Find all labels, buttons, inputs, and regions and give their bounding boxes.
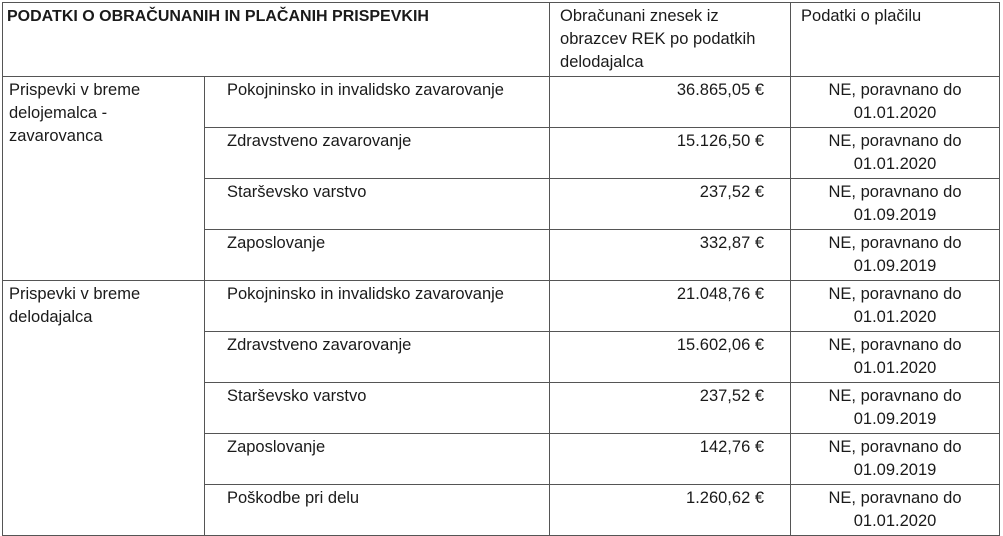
contribution-type: Zaposlovanje (205, 434, 550, 485)
contribution-amount: 237,52 € (550, 383, 791, 434)
contribution-amount: 1.260,62 € (550, 485, 791, 536)
contribution-type: Pokojninsko in invalidsko zavarovanje (205, 77, 550, 128)
contribution-type: Zdravstveno zavarovanje (205, 332, 550, 383)
contribution-type: Starševsko varstvo (205, 179, 550, 230)
table-title: PODATKI O OBRAČUNANIH IN PLAČANIH PRISPEVKIH (3, 3, 550, 77)
amount-column-header: Obračunani znesek iz obrazcev REK po podatkih delodajalca (550, 3, 791, 77)
contribution-type: Poškodbe pri delu (205, 485, 550, 536)
payment-status: NE, poravnano do 01.09.2019 (791, 383, 1000, 434)
table-row (3, 281, 1000, 332)
contribution-amount: 15.602,06 € (550, 332, 791, 383)
payment-status: NE, poravnano do 01.01.2020 (791, 485, 1000, 536)
contribution-type: Zdravstveno zavarovanje (205, 128, 550, 179)
payment-column-header: Podatki o plačilu (791, 3, 1000, 77)
contribution-amount: 237,52 € (550, 179, 791, 230)
contribution-amount: 21.048,76 € (550, 281, 791, 332)
payment-status: NE, poravnano do 01.09.2019 (791, 179, 1000, 230)
table-row (3, 77, 1000, 128)
contribution-amount: 142,76 € (550, 434, 791, 485)
contribution-type: Starševsko varstvo (205, 383, 550, 434)
contribution-amount: 15.126,50 € (550, 128, 791, 179)
table-header-row (3, 3, 1000, 77)
contribution-type: Zaposlovanje (205, 230, 550, 281)
group-label-employer: Prispevki v breme delodajalca (3, 281, 205, 536)
contributions-table (2, 2, 1000, 536)
payment-status: NE, poravnano do 01.09.2019 (791, 434, 1000, 485)
contribution-amount: 36.865,05 € (550, 77, 791, 128)
contribution-type: Pokojninsko in invalidsko zavarovanje (205, 281, 550, 332)
contribution-amount: 332,87 € (550, 230, 791, 281)
payment-status: NE, poravnano do 01.01.2020 (791, 281, 1000, 332)
payment-status: NE, poravnano do 01.01.2020 (791, 332, 1000, 383)
group-label-employee: Prispevki v breme delojemalca - zavarovanca (3, 77, 205, 281)
payment-status: NE, poravnano do 01.01.2020 (791, 77, 1000, 128)
payment-status: NE, poravnano do 01.01.2020 (791, 128, 1000, 179)
payment-status: NE, poravnano do 01.09.2019 (791, 230, 1000, 281)
